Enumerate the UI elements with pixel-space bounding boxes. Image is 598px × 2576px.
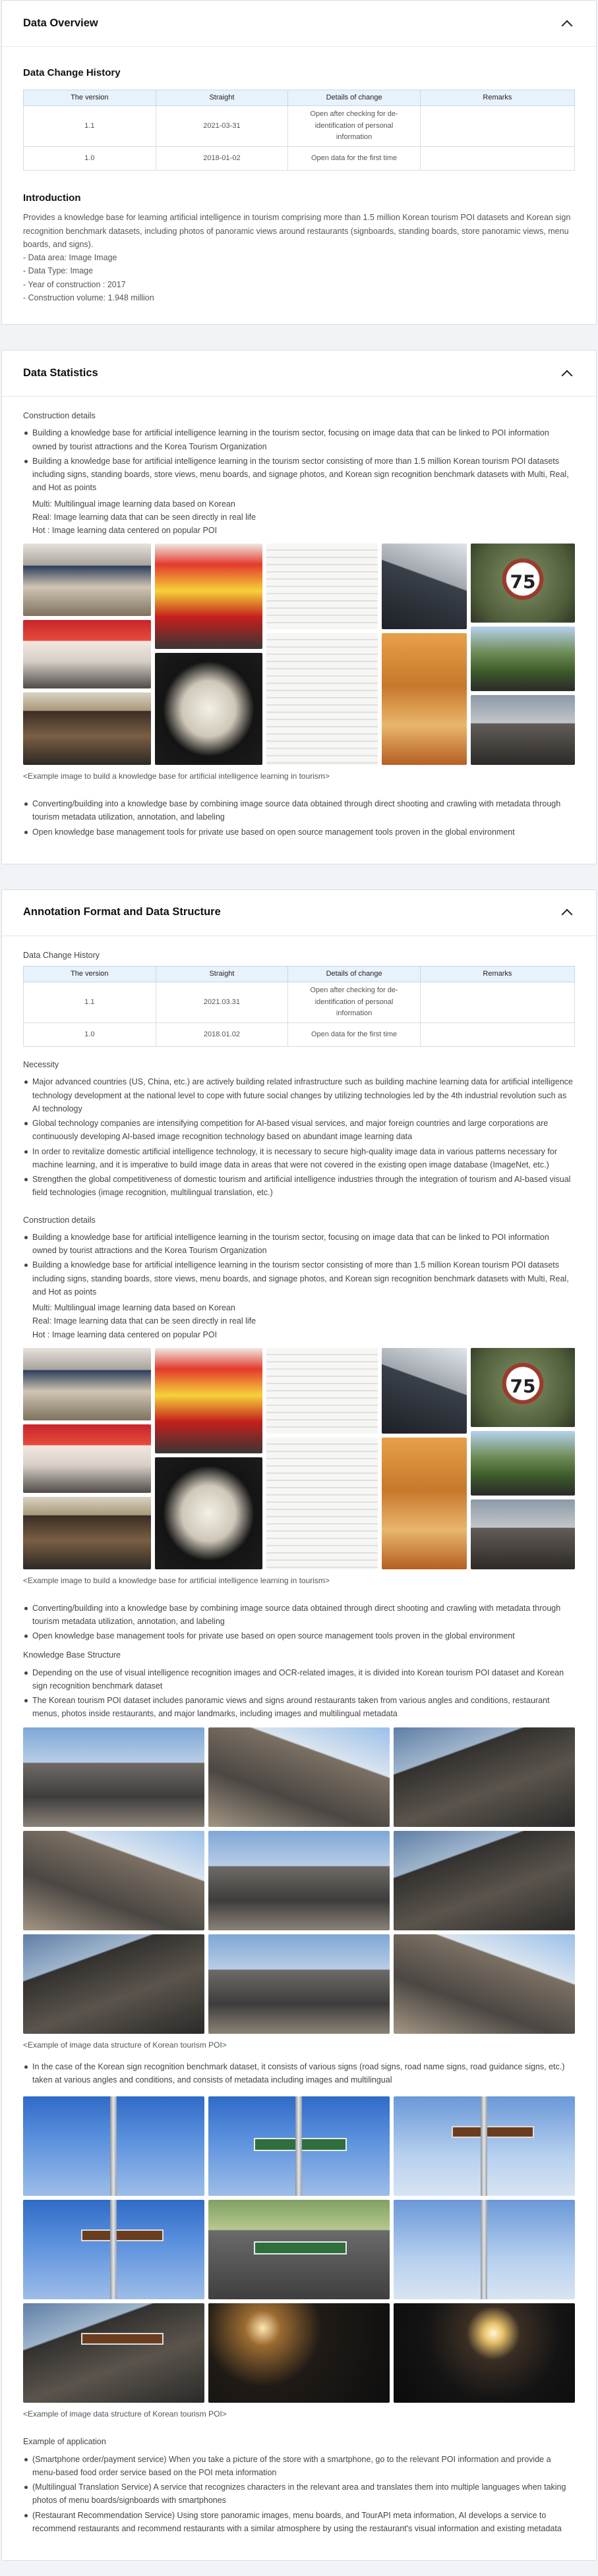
image-caption: <Example of image data structure of Korean tourism POI> [23, 2040, 227, 2050]
sign-benchmark-list [23, 2060, 575, 2087]
intro-line: - Construction volume: 1.948 million [23, 293, 154, 302]
street-photo [208, 1727, 390, 1827]
road-sign-photo [471, 1348, 575, 1427]
sign-photo [394, 2200, 575, 2299]
change-history-table [23, 966, 575, 1047]
list-item: (Restaurant Recommendation Service) Using store panoramic images, menu boards, and TourAPI meta information, AI develops a service to recommend restaurants and recommend restaurants with a similar atmosphere by using the restaurant's visual information and existing metadata [23, 2509, 575, 2536]
kb-structure-label: Knowledge Base Structure [23, 1650, 121, 1660]
storefront-photo [23, 544, 151, 616]
sign-image-grid [23, 2096, 575, 2403]
street-photo [394, 1727, 575, 1827]
food-photo [155, 1457, 262, 1569]
menu-board-photo [382, 1348, 467, 1434]
history-label: Data Change History [23, 950, 100, 960]
sign-photo [208, 2303, 390, 2403]
construction-list [23, 1231, 575, 1299]
intro-paragraph: Provides a knowledge base for learning artificial intelligence in tourism comprising more than 1.5 million Korean tourism POI datasets and Korean sign recognition benchmark datasets, including photos of panoramic views around restaurants (signboards, standing boards, store panoramic views, menu boards, and signs). [23, 213, 571, 249]
road-sign-number: 75 [510, 1374, 536, 1397]
image-caption: <Example image to build a knowledge base for artificial intelligence learning in tourism> [23, 1575, 330, 1585]
example-image-mosaic [23, 1348, 575, 1569]
street-photo [208, 1831, 390, 1930]
sign-photo [208, 2096, 390, 2196]
list-item: (Smartphone order/payment service) When you take a picture of the store with a smartphone, go to the relevant POI information and provide a menu-based food order service based on the POI meta information [23, 2453, 575, 2480]
list-item: Major advanced countries (US, China, etc.) are actively building related infrastructure such as building machine learning data for artificial intelligence technology development at the national level to cope with future social changes by utilizing technologies led by the 4th industrial revolution such as AI technology [23, 1075, 575, 1115]
history-title: Data Change History [23, 67, 121, 78]
table-cell [420, 1022, 574, 1046]
list-item: Strengthen the global competitiveness of domestic tourism and artificial intelligence industries through the integration of tourism and AI-based visual field technologies (image recognition, multilingual translation, etc.) [23, 1173, 575, 1200]
table-cell [420, 982, 574, 1023]
intro-line: - Data Type: Image [23, 266, 94, 276]
menu-board-photo [382, 633, 467, 765]
construction-label: Construction details [23, 411, 96, 421]
application-label: Example of application [23, 2437, 106, 2447]
dataset-definitions: Multi: Multilingual image learning data based on Korean Real: Image learning data that can be seen directly in real life Hot : Image learning data centered on popular POI [32, 499, 256, 536]
table-cell: 2021-03-31 [156, 106, 288, 147]
dataset-definitions: Multi: Multilingual image learning data based on Korean Real: Image learning data that can be seen directly in real life Hot : Image learning data centered on popular POI [32, 1303, 256, 1339]
list-item: Converting/building into a knowledge base by combining image source data obtained through direct shooting and crawling with metadata through tourism metadata utilization, annotation, and labeling [23, 797, 575, 824]
knowledge-base-list [23, 1602, 575, 1643]
data-overview-section [1, 0, 597, 325]
street-photo [23, 1934, 204, 2034]
table-header: Straight [156, 90, 288, 106]
intro-text-block [23, 211, 575, 304]
table-cell [420, 147, 574, 171]
list-item: Building a knowledge base for artificial intelligence learning in the tourism sector consisting of more than 1.5 million Korean tourism POI datasets including signs, standing boards, store views, menu boards, and signage photos, and Korean sign recognition benchmark datasets with Multi, Real, and Hot as points [23, 1258, 575, 1299]
storefront-photo [23, 1497, 151, 1569]
list-item: Global technology companies are intensifying competition for AI-based visual services, and major foreign countries and large corporations are continuously developing AI-based image recognition technology based on abundant image learning data [23, 1117, 575, 1144]
signboard-photo [155, 1348, 262, 1453]
intro-line: - Year of construction : 2017 [23, 279, 126, 289]
street-photo [471, 695, 575, 765]
table-cell: 1.1 [24, 982, 156, 1023]
storefront-photo [23, 620, 151, 688]
construction-list [23, 426, 575, 494]
storefront-photo [23, 692, 151, 765]
street-photo [471, 627, 575, 691]
table-header: Details of change [288, 966, 421, 982]
table-header: Straight [156, 966, 288, 982]
list-item: Depending on the use of visual intelligence recognition images and OCR-related images, it is divided into Korean tourism POI dataset and Korean sign recognition benchmark dataset [23, 1666, 575, 1693]
chevron-up-icon[interactable] [559, 905, 575, 920]
table-cell: 2021.03.31 [156, 982, 288, 1023]
signboard-photo [155, 544, 262, 649]
kb-structure-list [23, 1666, 575, 1721]
table-cell: Open after checking for de-identification of personal information [288, 982, 421, 1023]
sign-photo [23, 2096, 204, 2196]
poi-image-grid [23, 1727, 575, 2034]
table-row [24, 147, 575, 171]
road-sign-photo [471, 544, 575, 623]
storefront-photo [23, 1424, 151, 1493]
example-image-mosaic [23, 544, 575, 765]
table-row [24, 982, 575, 1023]
change-history-table [23, 90, 575, 171]
street-photo [471, 1431, 575, 1496]
table-header: Remarks [420, 90, 574, 106]
menu-board-photo [266, 544, 378, 629]
chevron-up-icon[interactable] [559, 16, 575, 32]
sign-photo [23, 2303, 204, 2403]
table-cell: Open after checking for de-identification of personal information [288, 106, 421, 147]
section-title: Data Overview [23, 16, 98, 29]
table-header: Remarks [420, 966, 574, 982]
data-statistics-header[interactable] [2, 350, 596, 397]
list-item: Open knowledge base management tools for private use based on open source management tools proven in the global environment [23, 826, 575, 839]
list-item: In the case of the Korean sign recognition benchmark dataset, it consists of various signs (road signs, road name signs, road guidance signs, etc.) taken at various angles and conditions, and consists of metadata including images and multilingual [23, 2060, 575, 2087]
street-photo [208, 1934, 390, 2034]
menu-board-photo [266, 633, 378, 765]
list-item: Building a knowledge base for artificial intelligence learning in the tourism sector consisting of more than 1.5 million Korean tourism POI datasets including signs, standing boards, store views, menu boards, and signage photos, and Korean sign recognition benchmark datasets with Multi, Real, and Hot as points [23, 455, 575, 495]
street-photo [23, 1831, 204, 1930]
sign-photo [394, 2096, 575, 2196]
necessity-list [23, 1075, 575, 1199]
sign-photo [208, 2200, 390, 2299]
sign-photo [23, 2200, 204, 2299]
table-cell: 1.0 [24, 1022, 156, 1046]
necessity-label: Necessity [23, 1059, 59, 1069]
table-row [24, 106, 575, 147]
street-photo [471, 1499, 575, 1569]
data-overview-header[interactable] [2, 1, 596, 47]
sign-photo [394, 2303, 575, 2403]
menu-board-photo [382, 544, 467, 629]
list-item: Building a knowledge base for artificial intelligence learning in the tourism sector, focusing on image data that can be linked to POI information owned by tourist attractions and the Korea Tourism Organization [23, 426, 575, 453]
list-item: Building a knowledge base for artificial intelligence learning in the tourism sector, focusing on image data that can be linked to POI information owned by tourist attractions and the Korea Tourism Organization [23, 1231, 575, 1258]
menu-board-photo [382, 1438, 467, 1569]
intro-title: Introduction [23, 192, 81, 204]
image-caption: <Example of image data structure of Korean tourism POI> [23, 2409, 227, 2419]
intro-line: - Data area: Image Image [23, 253, 117, 263]
street-photo [23, 1727, 204, 1827]
table-row [24, 1022, 575, 1046]
list-item: Converting/building into a knowledge base by combining image source data obtained through direct shooting and crawling with metadata through tourism metadata utilization, annotation, and labeling [23, 1602, 575, 1629]
section-title: Annotation Format and Data Structure [23, 906, 221, 918]
knowledge-base-list [23, 797, 575, 839]
table-header: The version [24, 90, 156, 106]
construction-label: Construction details [23, 1215, 96, 1225]
data-statistics-section [1, 350, 597, 864]
table-cell: 2018-01-02 [156, 147, 288, 171]
image-caption: <Example image to build a knowledge base for artificial intelligence learning in tourism> [23, 771, 330, 781]
table-header: Details of change [288, 90, 421, 106]
list-item: Open knowledge base management tools for private use based on open source management tools proven in the global environment [23, 1629, 575, 1642]
street-photo [394, 1831, 575, 1930]
menu-board-photo [266, 1438, 378, 1569]
table-cell: Open data for the first time [288, 1022, 421, 1046]
chevron-up-icon[interactable] [559, 366, 575, 381]
table-cell: 1.1 [24, 106, 156, 147]
application-list [23, 2453, 575, 2536]
list-item: (Multilingual Translation Service) A service that recognizes characters in the relevant area and translates them into multiple languages when taking photos of menu boards/signboards with smartphones [23, 2480, 575, 2507]
table-cell [420, 106, 574, 147]
annotation-section [1, 889, 597, 2561]
food-photo [155, 653, 262, 765]
list-item: In order to revitalize domestic artificial intelligence technology, it is necessary to secure high-quality image data in various patterns necessary for machine learning, and it is imperative to build image data in areas that were not covered in the existing open image database (ImageNet, etc.) [23, 1145, 575, 1172]
section-title: Data Statistics [23, 366, 98, 379]
list-item: The Korean tourism POI dataset includes panoramic views and signs around restaurants taken from various angles and conditions, restaurant menus, photos inside restaurants, and major landmarks, including images and multilingual metadata [23, 1694, 575, 1721]
street-photo [394, 1934, 575, 2034]
table-cell: 2018.01.02 [156, 1022, 288, 1046]
storefront-photo [23, 1348, 151, 1420]
table-header: The version [24, 966, 156, 982]
table-cell: Open data for the first time [288, 147, 421, 171]
menu-board-photo [266, 1348, 378, 1434]
annotation-header[interactable] [2, 890, 596, 936]
table-cell: 1.0 [24, 147, 156, 171]
road-sign-number: 75 [510, 571, 536, 593]
